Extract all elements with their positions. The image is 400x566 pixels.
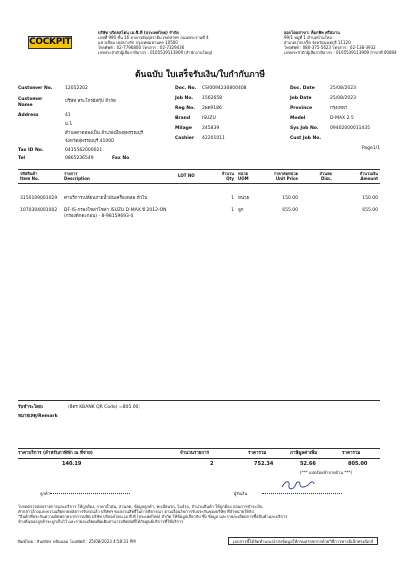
tel-value: 0865236549: [65, 156, 94, 161]
col-item-en: Item No.: [20, 176, 40, 181]
row1-uom: หน่วย: [238, 196, 250, 201]
e-tax-notice-box: เอกสารนี้ได้จัดทำและนำส่งข้อมูลให้กรมสรรพากรด้วยวิธีการทางอิเล็กทรอนิกส์: [228, 537, 378, 545]
row2-desc-line2: (กรองดักตะกอน) - 8-98159693-0: [64, 214, 134, 219]
cust-job-label: Cust Job No.: [290, 136, 322, 141]
sys-job-label: Sys Job No.: [290, 126, 319, 131]
price-label: ราคารวม: [248, 451, 267, 456]
tel-label: Tel: [18, 156, 26, 161]
col-amount-th: จำนวนเงิน: [359, 171, 378, 176]
job-no-label: Job No.: [175, 96, 194, 101]
row1-price: 150.00: [282, 196, 298, 201]
signature-mark: [280, 478, 316, 492]
tax-id-label: Tax ID No.: [18, 148, 44, 153]
customer-no-label: Customer No.: [18, 86, 53, 91]
brand-label: Brand: [175, 116, 191, 121]
table-top-rule: [18, 169, 380, 170]
branch-address-1: 99/1 หมู่ที่ 1 ตำบลบ้านใหม่: [284, 35, 332, 40]
address-line-1: 41: [65, 113, 71, 118]
company-name: บริษัท บริดจสโตน เอ.ซี.ที (ประเทศไทย) จำกัด: [98, 30, 179, 35]
receiver-sign-line: [262, 493, 342, 494]
branch-phone: โทรศัพท์ : 080-375-5623 โทรสาร : 02-138-3932: [284, 45, 376, 50]
received-label: รับชำระโดย:: [18, 405, 44, 410]
buyer-label: ลูกค้า: [40, 491, 50, 496]
milage: 245839: [202, 126, 220, 131]
cashier: 42201011: [202, 136, 225, 141]
brand: ISUZU: [202, 116, 216, 121]
doc-no: CSI0094230800408: [202, 86, 247, 91]
note-1: โปรดตรวจสอบรายการและบริการ ให้ถูกต้อง, ราคาน้ำมัน, ส่วนลด, ข้อมูลลูกค้า, ทะเบียนรถ, ไมล์รถ, จำนวนสินค้า ให้ถูกต้อง ก่อนการชำระเงิน: [18, 504, 263, 509]
remark-label: หมายเหตุ/Remark: [18, 414, 58, 419]
row1-amount: 150.00: [362, 196, 378, 201]
row2-uom: ลูก: [238, 208, 244, 213]
col-desc-th: รายการ: [64, 171, 78, 176]
totals-top-rule: [18, 448, 380, 449]
address-line-3: ตำบลตาดทองเป็น อำเภอเมืองสุพรรณบุรี: [65, 131, 144, 136]
page-number: Page1/1: [361, 146, 380, 151]
col-price-en: Unit Price: [275, 176, 298, 181]
col-lot: LOT NO: [178, 173, 195, 178]
branch-title: ออกโดยสาขา: ค็อกพิท ศรีสมาน: [284, 30, 340, 35]
job-no: 1562658: [202, 96, 223, 101]
note-3: *สินค้าที่ประกันความผิดพลาดจากการผลิต บริษัท บริดจสโตน เอ.ซี.ที (ประเทศไทย) จำกัด ให้ข้อมูลเกี่ยวกับ ซึ่ง ข้อมูล และรายละเอียดการซื้อสินค้าและบริการ: [18, 514, 288, 519]
price-value: 752.34: [254, 461, 274, 467]
address-line-4: จังหวัดสุพรรณบุรี 41000: [65, 139, 114, 144]
customer-no: 12052202: [65, 86, 88, 91]
company-address-1: เลขที่ 990 ชั้น 16 อาคารอับดุลราฮิม เขตสาทร ถนนพระรามที่ 4: [98, 35, 209, 40]
col-qty-en: Qty: [226, 176, 234, 181]
model-label: Model: [290, 116, 306, 121]
row1-desc: ค่าบริการเปลี่ยนถ่ายน้ำมันเครื่องหล่อ ทั่วไป: [64, 196, 148, 201]
total-label: ราคารวม: [342, 451, 361, 456]
document-title: ต้นฉบับ ใบเสร็จรับเงิน/ใบกำกับภาษี: [135, 70, 265, 80]
company-tax: เลขประจำตัวผู้เสียภาษีอากร : 0105539113909 (สำนักงานใหญ่): [98, 50, 213, 55]
row2-price: 655.00: [282, 208, 298, 213]
amount-in-words: (*** แปดร้อยห้าบาทถ้วน ***): [300, 470, 352, 475]
payment-top-rule: [18, 400, 380, 401]
col-uom-th: หน่วย: [238, 171, 248, 176]
company-address-2: แขวงสีลม เขตบางรัก กรุงเทพมหานคร 10500: [98, 40, 178, 45]
milage-label: Milage: [175, 126, 192, 131]
province-label: Province: [290, 106, 313, 111]
note-4: ข้างต้นของลูกค้าจะถูกเก็บไว้ และรายละเอียดเพิ่มเติมสามารถติดต่อที่ได้กับศูนย์บริการที่ใช้บริการ: [18, 519, 184, 524]
col-qty-th: จำนวน: [221, 171, 234, 176]
note-2: คำกล่าวอ้างและความเสียหายหลังการรับรถแล้ว บริษัทฯ ขอสงวนสิทธิ์ในการพิจารณา ตามเงื่อนไขการรับประกันของบริษัท ที่จำหน่ายให้กับ: [18, 509, 254, 514]
col-uom-en: UOM: [238, 176, 249, 181]
total-value: 805.00: [348, 461, 368, 467]
address-line-2: ม.1: [65, 122, 73, 127]
company-phone: โทรศัพท์ : 02-7796800 โทรสาร : 02-7329436: [98, 45, 185, 50]
doc-no-label: Doc. No.: [175, 86, 197, 91]
customer-name: บริษัท สระโกรยัสกุ๊ป จำกัด: [65, 99, 116, 104]
row1-item: 3150109001029: [20, 196, 58, 201]
service-value: 140.19: [62, 461, 82, 467]
row2-amount: 655.00: [362, 208, 378, 213]
col-price-th: ราคาต่อหน่วย: [273, 171, 298, 176]
branch-tax: เลขประจำตัวผู้เสียภาษีอากร : 0105539113909 สาขาที่ 00894: [284, 50, 397, 55]
col-disc-th: ส่วนลด: [319, 171, 332, 176]
buyer-sign-line: [50, 493, 130, 494]
print-info: พิมพ์โดย : ลินตรัตร หลินนอม โนลพัตต์ : 25/08/2023 4:58:31 PM: [18, 539, 136, 544]
col-amount-en: Amount: [360, 176, 378, 181]
job-date-label: Job Date: [290, 96, 312, 101]
service-label: ราคาบริการ (สำหรับภาษีหัก ณ ที่จ่าย): [18, 451, 93, 456]
address-label: Address: [18, 113, 39, 118]
row2-desc: DF-IS-กรองโซล่าโซล่า ISUZU D-MAX ปี 2012-ON: [64, 208, 167, 213]
receiver-label: ผู้รับเงิน: [234, 491, 248, 496]
cockpit-logo: COCKPIT: [29, 37, 71, 47]
doc-date-label: Doc. Date: [290, 86, 315, 91]
reg-no: 2ผต9186: [202, 106, 222, 111]
received-value: (อิดร KBANK QR Code) =805.00;: [68, 405, 140, 410]
customer-name-label: Customer Name: [18, 97, 43, 108]
model: D-MAX 2.5: [330, 116, 354, 121]
count-label: จำนวนรายการ: [180, 451, 210, 456]
branch-address-2: อำเภอปากเกร็ด จังหวัดนนทบุรี 11120: [284, 40, 351, 45]
col-item-th: รหัสสินค้า: [20, 171, 38, 176]
col-desc-en: Description: [64, 176, 90, 181]
reg-no-label: Reg No.: [175, 106, 195, 111]
sys-job: 09402000011435: [330, 126, 371, 131]
cashier-label: Cashier: [175, 136, 195, 141]
tax-id: 0415562000021: [65, 148, 103, 153]
job-date: 25/08/2023: [330, 96, 356, 101]
totals-mid-rule: [18, 458, 380, 459]
row2-qty: 1: [231, 208, 234, 213]
fax-label: Fax No: [112, 156, 130, 161]
doc-date: 25/08/2023: [330, 86, 356, 91]
row2-item: 1070304001002: [20, 208, 58, 213]
table-header-rule: [18, 183, 380, 184]
count-value: 2: [210, 461, 214, 467]
vat-value: 52.66: [300, 461, 316, 467]
col-disc-en: Disc.: [321, 176, 332, 181]
province: กรุงเทพฯ: [330, 106, 348, 111]
vat-label: ภาษีมูลค่าเพิ่ม: [290, 451, 318, 456]
row1-qty: 1: [231, 196, 234, 201]
